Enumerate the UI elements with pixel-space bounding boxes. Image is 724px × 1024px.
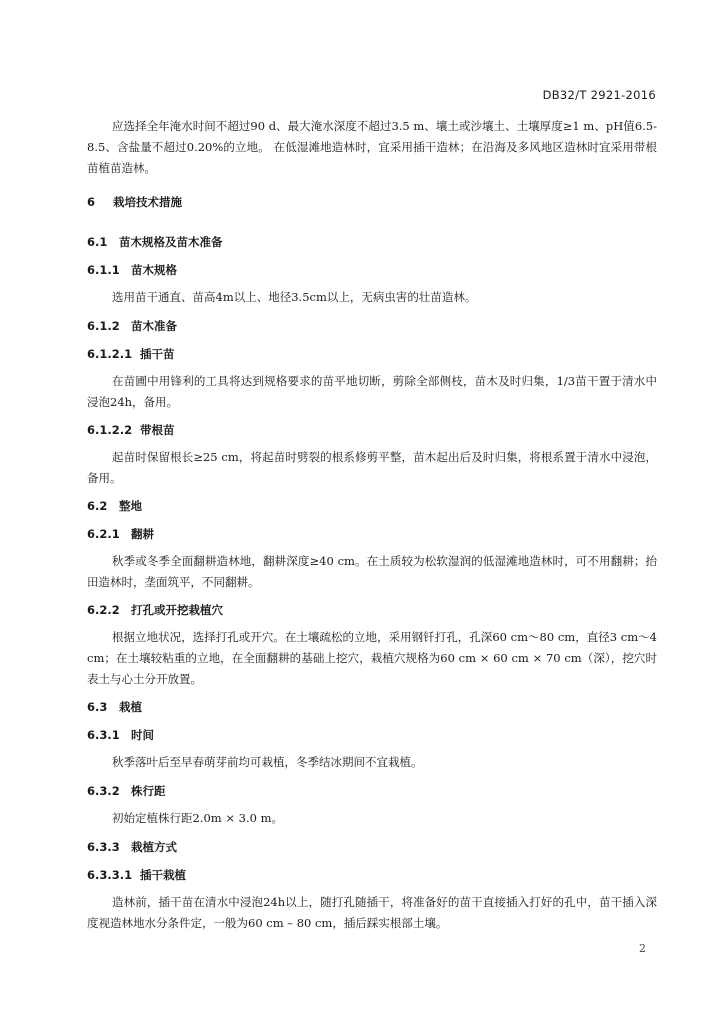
section-number: 6.3 <box>87 700 108 714</box>
section-number: 6.3.1 <box>87 728 120 742</box>
section-number: 6.1.2.2 <box>87 423 133 437</box>
section-6-3-1-heading <box>87 727 154 743</box>
section-6-2-2-heading <box>87 602 223 618</box>
section-title: 栽植 <box>119 700 142 714</box>
section-number: 6.3.3.1 <box>87 868 133 882</box>
section-title: 时间 <box>131 728 154 742</box>
section-number: 6.2 <box>87 499 108 513</box>
section-6-1-1-text: 选用苗干通直、苗高4m以上、地径3.5cm以上，无病虫害的壮苗造林。 <box>112 290 477 304</box>
section-6-3-2-heading <box>87 783 166 799</box>
section-6-1-2-2-text: 起苗时保留根长≥25 cm，将起苗时劈裂的根系修剪平整，苗木起出后及时归集，将根系置于清水中浸泡，备用。 <box>87 450 657 485</box>
section-number: 6.3.2 <box>87 784 120 798</box>
section-title: 翻耕 <box>131 527 154 541</box>
section-title: 整地 <box>119 499 142 513</box>
section-6-3-3-1-text: 造林前，插干苗在清水中浸泡24h以上，随打孔随插干，将准备好的苗干直接插入打好的孔中，苗干插入深度视造林地水分条件定，一般为60 cm – 80 cm，插后踩实根部土壤。 <box>87 895 657 930</box>
section-6-3-2-text: 初始定植株行距2.0m × 3.0 m。 <box>112 811 283 825</box>
section-number: 6.3.3 <box>87 840 120 854</box>
section-6-1-heading <box>87 234 223 250</box>
intro-paragraph: 应选择全年淹水时间不超过90 d、最大淹水深度不超过3.5 m、壤土或沙壤土、土壤厚度≥1 m、pH值6.5-8.5、含盐量不超过0.20%的立地。 在低湿滩地造林时，宜采用插干造林；在沿海及多风地区造林时宜采用带根苗植苗造林。 <box>87 119 657 175</box>
section-6-1-2-1-heading <box>87 346 175 362</box>
section-6-3-3-heading <box>87 839 177 855</box>
section-title: 苗木准备 <box>131 319 177 333</box>
section-title: 栽植方式 <box>131 840 177 854</box>
section-title: 苗木规格 <box>131 263 177 277</box>
section-6-3-1-text: 秋季落叶后至早春萌芽前均可栽植，冬季结冰期间不宜栽植。 <box>112 755 423 769</box>
section-title: 插干苗 <box>140 347 175 361</box>
section-title: 插干栽植 <box>140 868 186 882</box>
section-title: 株行距 <box>131 784 166 798</box>
section-6-3-3-1-heading <box>87 867 186 883</box>
section-number: 6.1.2.1 <box>87 347 133 361</box>
section-number: 6.1 <box>87 235 108 249</box>
section-title: 苗木规格及苗木准备 <box>119 235 223 249</box>
section-6-1-2-heading <box>87 318 177 334</box>
section-6-2-heading <box>87 498 142 514</box>
section-title: 带根苗 <box>140 423 175 437</box>
section-number: 6.2.1 <box>87 527 120 541</box>
document-code: DB32/T 2921-2016 <box>542 88 656 102</box>
section-number: 6.2.2 <box>87 603 120 617</box>
section-6-heading <box>87 194 182 210</box>
section-6-3-heading <box>87 699 142 715</box>
section-6-1-2-1-text: 在苗圃中用锋利的工具将达到规格要求的苗平地切断，剪除全部侧枝，苗木及时归集，1/3苗干置于清水中浸泡24h，备用。 <box>87 374 657 409</box>
section-number: 6.1.2 <box>87 319 120 333</box>
section-6-2-1-text: 秋季或冬季全面翻耕造林地，翻耕深度≥40 cm。在土质较为松软湿润的低湿滩地造林时，可不用翻耕；抬田造林时，垄面筑平，不同翻耕。 <box>87 554 657 589</box>
section-title: 栽培技术措施 <box>113 195 182 209</box>
section-number: 6 <box>87 195 96 209</box>
page-number: 2 <box>639 942 646 955</box>
section-6-1-1-heading <box>87 262 177 278</box>
section-6-2-2-text: 根据立地状况，选择打孔或开穴。在土壤疏松的立地，采用钢钎打孔，孔深60 cm～80 cm，直径3 cm～4 cm；在土壤较粘重的立地，在全面翻耕的基础上挖穴，栽植穴规格为60 cm × 60 cm × 70 cm（深），挖穴时表土与心土分开放置。 <box>87 630 657 686</box>
section-title: 打孔或开挖栽植穴 <box>131 603 223 617</box>
section-6-1-2-2-heading <box>87 422 175 438</box>
section-6-2-1-heading <box>87 526 154 542</box>
section-number: 6.1.1 <box>87 263 120 277</box>
